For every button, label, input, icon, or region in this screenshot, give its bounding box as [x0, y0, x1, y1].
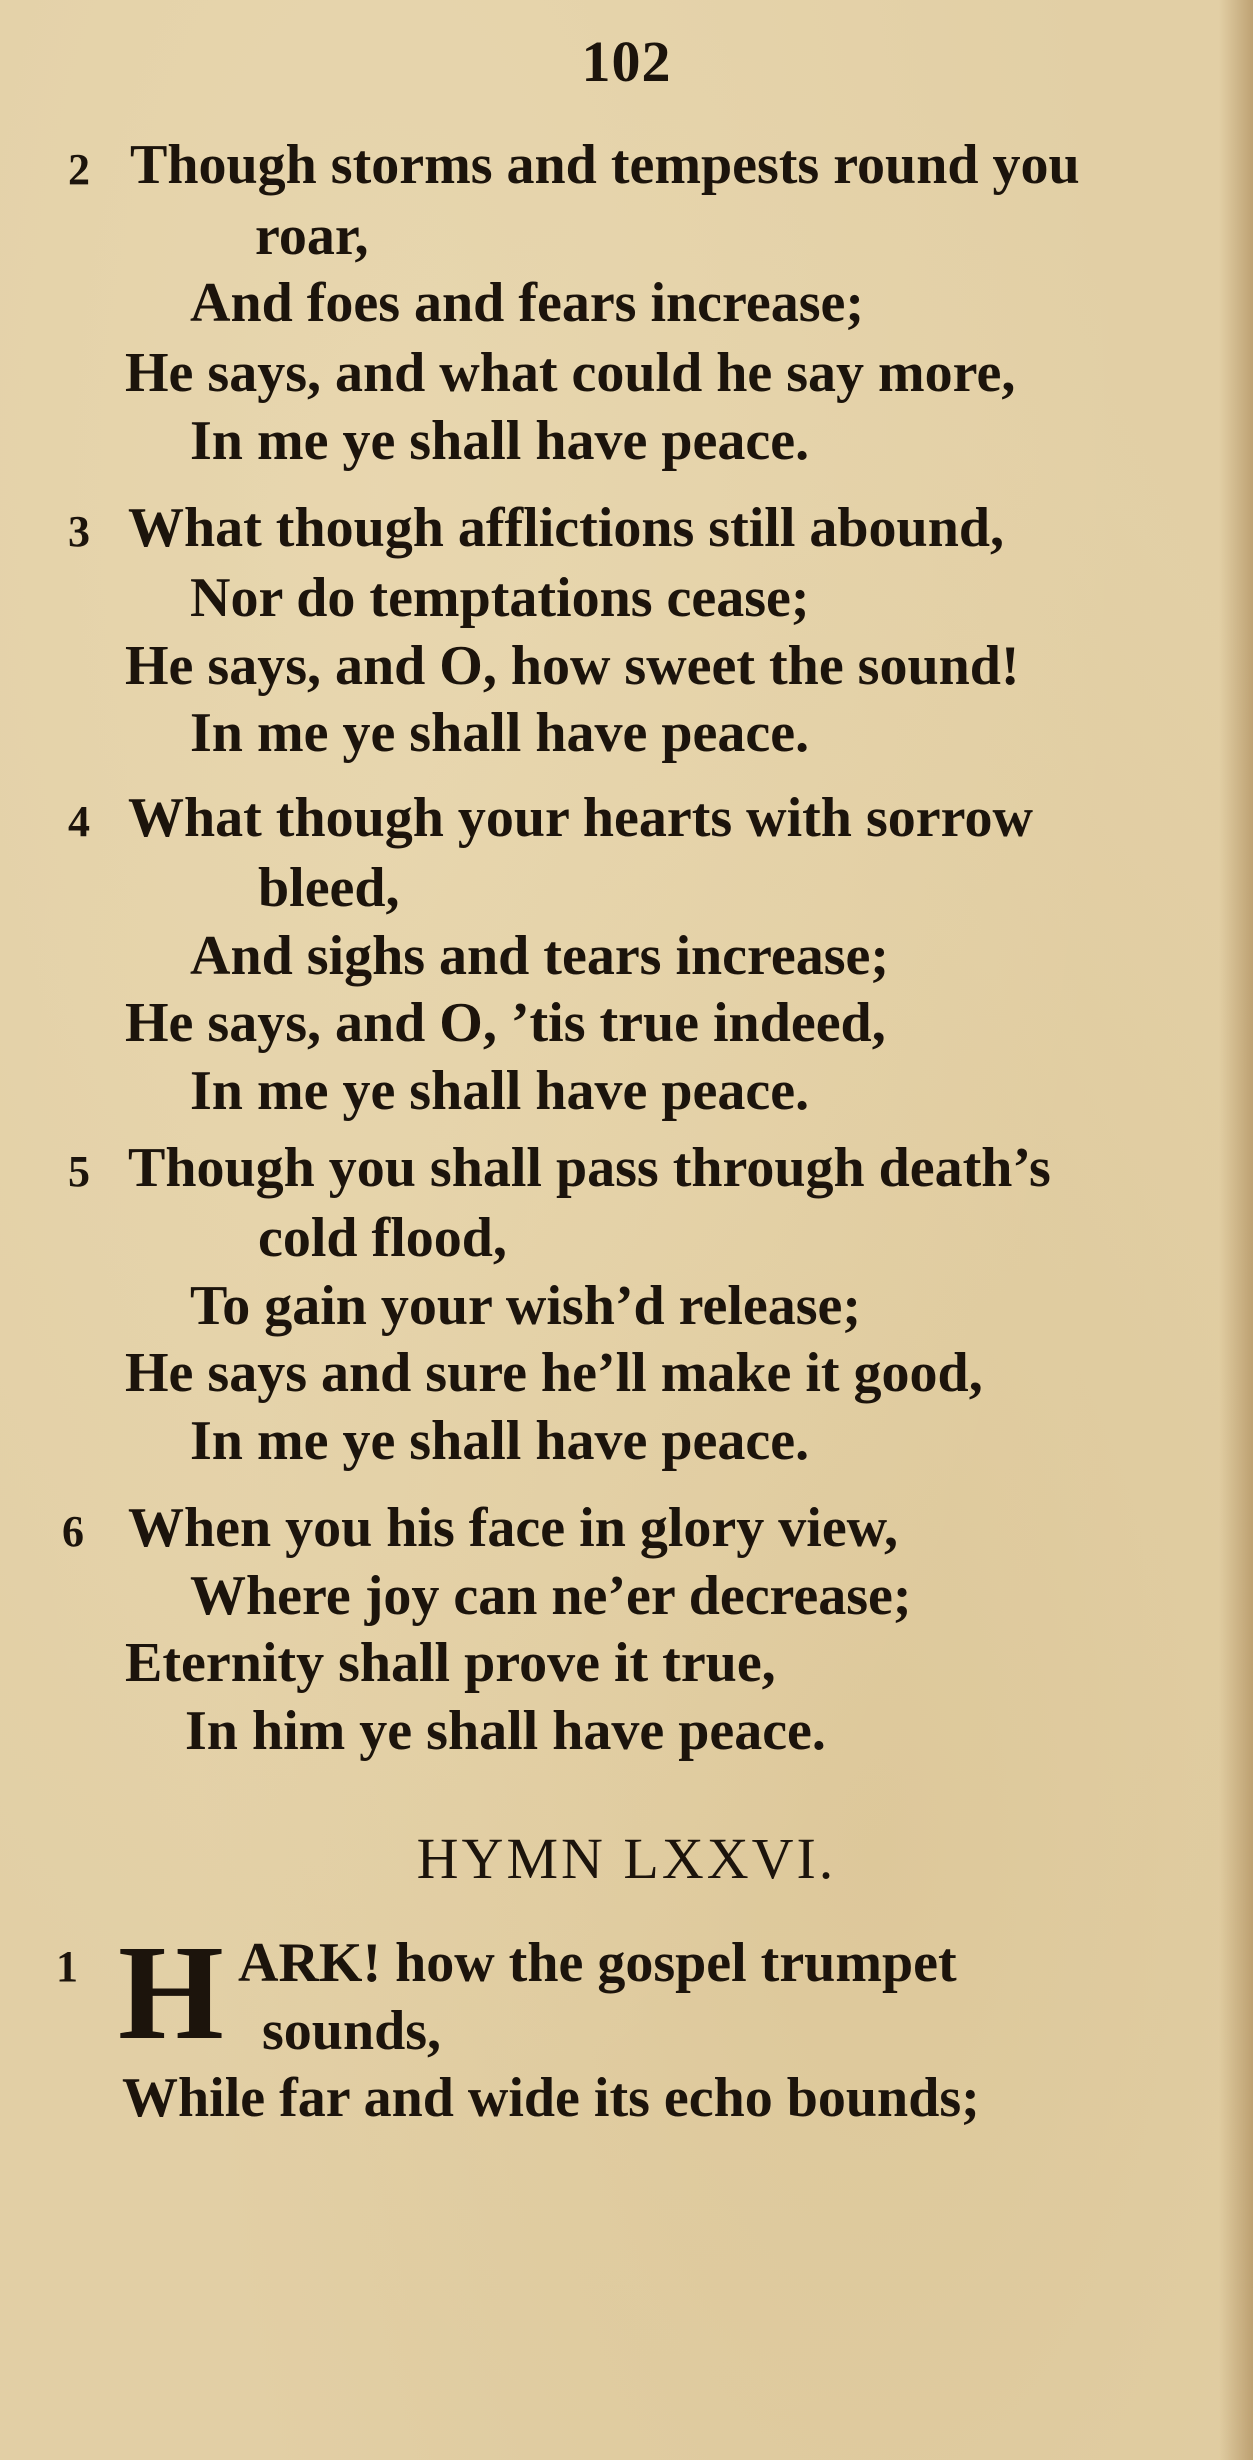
- verse-line: In me ye shall have peace.: [190, 1410, 810, 1472]
- page-number: 102: [581, 29, 672, 94]
- verse-line: And foes and fears increase;: [190, 272, 865, 334]
- verse-line: He says, and O, how sweet the sound!: [125, 635, 1020, 697]
- stanza-number: 1: [56, 1942, 78, 1991]
- verse-line: He says, and what could he say more,: [125, 342, 1016, 404]
- verse-line: cold flood,: [258, 1207, 507, 1269]
- hymn-title: HYMN LXXVI.: [416, 1826, 837, 1891]
- verse-line: While far and wide its echo bounds;: [122, 2067, 980, 2129]
- verse-line: Nor do temptations cease;: [190, 567, 810, 629]
- stanza-number: 2: [68, 145, 90, 194]
- verse-line: In me ye shall have peace.: [190, 702, 810, 764]
- verse-line: What though your hearts with sorrow: [128, 787, 1033, 849]
- verse-line: sounds,: [262, 2000, 442, 2062]
- verse-line: He says and sure he’ll make it good,: [125, 1342, 983, 1404]
- verse-line: In him ye shall have peace.: [185, 1700, 826, 1762]
- verse-line: ARK! how the gospel trumpet: [238, 1932, 957, 1994]
- verse-line: Where joy can ne’er decrease;: [190, 1565, 912, 1627]
- verse-line: And sighs and tears increase;: [190, 925, 890, 987]
- drop-cap: H: [118, 1918, 224, 2068]
- verse-line: To gain your wish’d release;: [190, 1275, 862, 1337]
- verse-line: In me ye shall have peace.: [190, 1060, 810, 1122]
- verse-line: bleed,: [258, 857, 400, 919]
- verse-line: In me ye shall have peace.: [190, 410, 810, 472]
- stanza-number: 4: [68, 797, 90, 846]
- verse-line: Though you shall pass through death’s: [128, 1137, 1051, 1199]
- verse-line: Though storms and tempests round you: [130, 134, 1080, 196]
- verse-line: roar,: [255, 205, 369, 267]
- stanza-number: 6: [62, 1507, 84, 1556]
- page-edge-shadow: [1219, 0, 1253, 2460]
- verse-line: When you his face in glory view,: [128, 1497, 899, 1559]
- verse-line: He says, and O, ’tis true indeed,: [125, 992, 886, 1054]
- verse-line: What though afflictions still abound,: [128, 497, 1004, 559]
- stanza-number: 5: [68, 1147, 90, 1196]
- stanza-number: 3: [68, 507, 90, 556]
- verse-line: Eternity shall prove it true,: [125, 1632, 776, 1694]
